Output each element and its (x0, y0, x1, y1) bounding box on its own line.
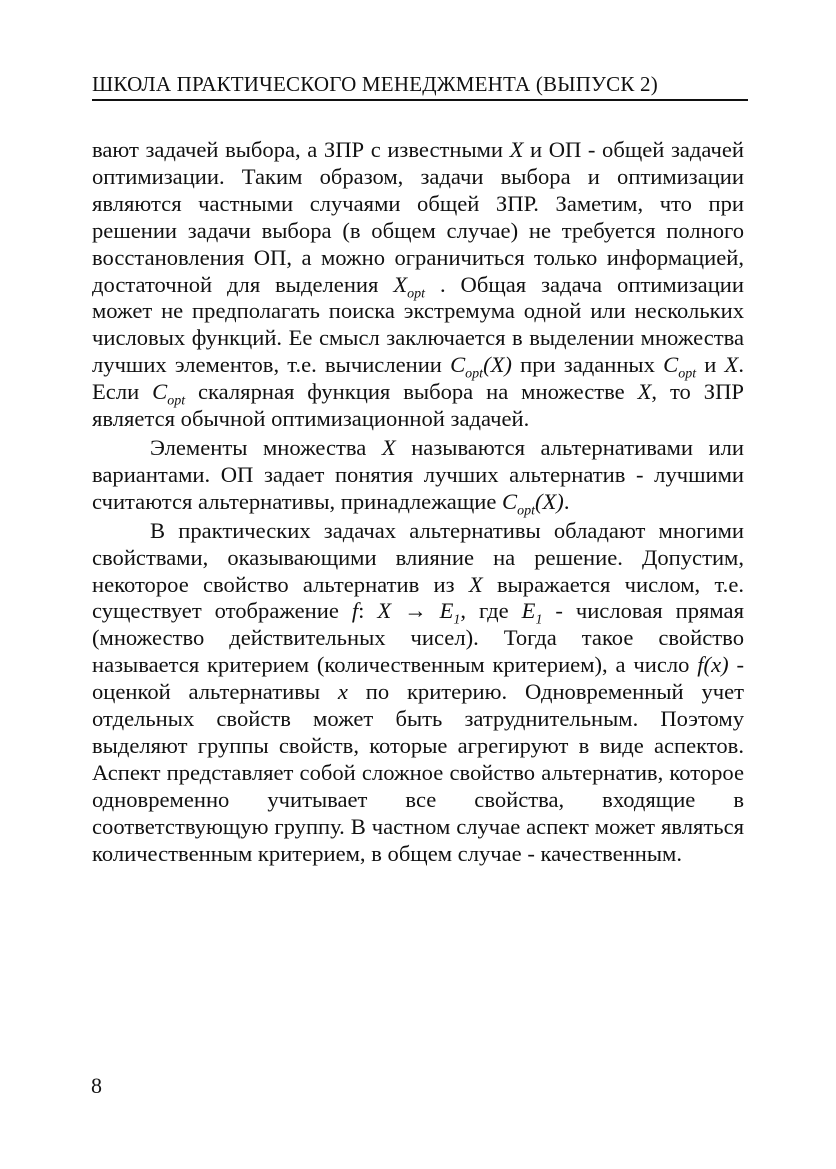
page-number: 8 (91, 1073, 102, 1098)
running-header: ШКОЛА ПРАКТИЧЕСКОГО МЕНЕДЖМЕНТА (ВЫПУСК 2) (92, 72, 748, 101)
paragraph-3: В практических задачах альтернативы обладают многими свойствами, оказывающими влияние на решение. Допустим, некоторое свойство альтернатив из X выражается числом, т.е. существует отображение f: $X \to E_1$, где $E_1$ - числовая прямая (множество действительных чисел). Тогда такое свойство называется критерием (количественным критерием), а число f(x) - оценкой альтернативы x по критерию. Одновременный учет отдельных свойств может быть затруднительным. Поэтому выделяют группы свойств, которые агрегируют в виде аспектов. Аспект представляет собой сложное свойство альтернатив, которое одновременно учитывает все свойства, входящие в соответствующую группу. В частном случае аспект может являться количественным критерием, в общем случае - качественным. (92, 517, 745, 866)
paragraph-1: вают задачей выбора, а ЗПР с известными X и ОП - общей задачей оптимизации. Таким образом, задачи выбора и оптимизации являются частными случаями общей ЗПР. Заметим, что при решении задачи выбора (в общем случае) не требуется полного восстановления ОП, а можно ограничиться только информацией, достаточной для выделения $X_{opt}$ . Общая задача оптимизации может не предполагать поиска экстремума одной или нескольких числовых функций. Ее смысл заключается в выделении множества лучших элементов, т.е. вычислении $C_{opt}(X)$ при заданных $C_{opt}$ и X. Если $C_{opt}$ скалярная функция выбора на множестве X, то ЗПР является обычной оптимизационной задачей. (92, 137, 745, 432)
paragraph-2: Элементы множества X называются альтернативами или вариантами. ОП задает понятия лучших альтернатив - лучшими считаются альтернативы, принадлежащие $C_{opt}(X)$. (92, 434, 745, 519)
page-body (92, 137, 744, 867)
